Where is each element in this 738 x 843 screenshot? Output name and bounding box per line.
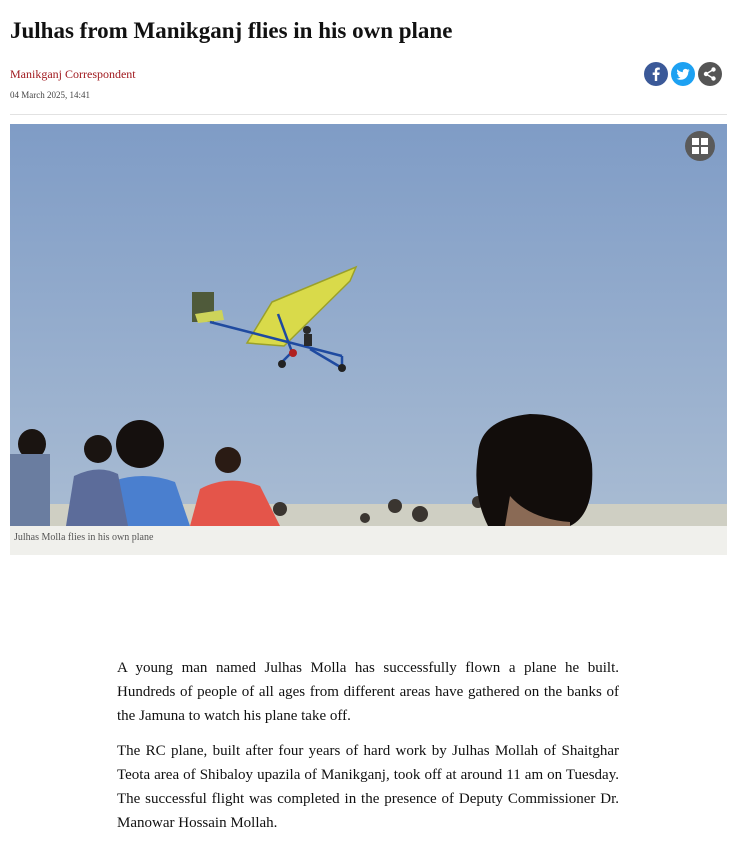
article-headline: Julhas from Manikganj flies in his own plane: [10, 18, 453, 43]
share-bar: [644, 62, 722, 86]
header-divider: [10, 114, 727, 115]
lead-photo[interactable]: [10, 124, 727, 526]
body-paragraph: The RC plane, built after four years of hard work by Julhas Mollah of Shaitghar Teota area of Shibaloy upazila of Manikganj, took off at around 11 am on Tuesday. The successful flight was completed in the presence of Deputy Commissioner Dr. Manowar Hossain Mollah.: [117, 743, 619, 831]
facebook-share-button[interactable]: [644, 62, 668, 86]
plane-flight-photo: [10, 124, 727, 526]
lead-figure: [10, 124, 727, 555]
publish-date: 04 March 2025, 14:41: [10, 90, 90, 100]
twitter-share-button[interactable]: [671, 62, 695, 86]
figure-caption: Julhas Molla flies in his own plane: [14, 532, 154, 543]
twitter-icon: [671, 62, 695, 86]
facebook-icon: [644, 62, 668, 86]
gallery-grid-icon: [691, 137, 709, 155]
gallery-button[interactable]: [685, 131, 715, 161]
more-share-button[interactable]: [698, 62, 722, 86]
share-icon: [698, 62, 722, 86]
article-body: [117, 656, 619, 843]
body-paragraph: A young man named Julhas Molla has successfully flown a plane he built. Hundreds of people of all ages from different areas have gathered on the banks of the Jamuna to watch his plane take off.: [117, 660, 619, 724]
author-link[interactable]: Manikganj Correspondent: [10, 67, 136, 81]
